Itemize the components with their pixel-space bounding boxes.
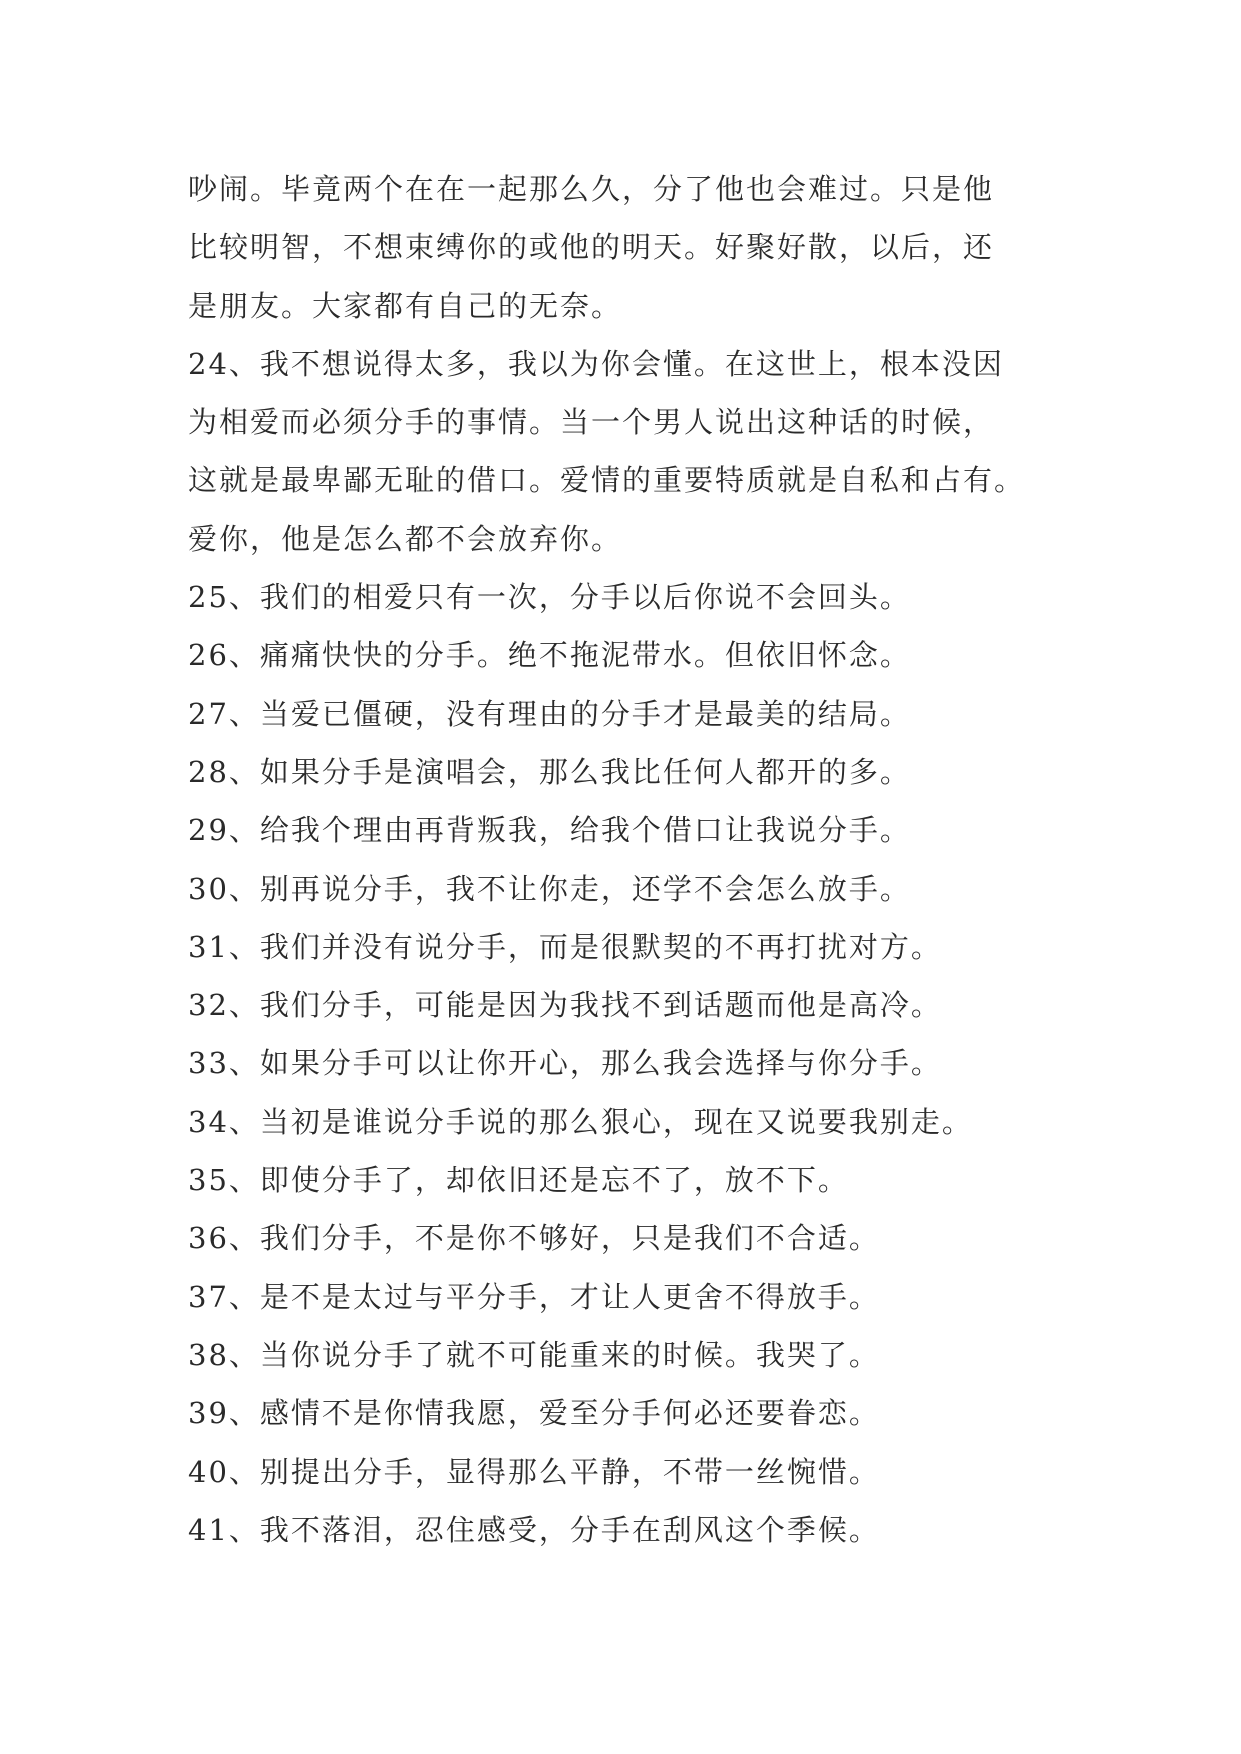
text-line: 30、别再说分手，我不让你走，还学不会怎么放手。 (188, 871, 911, 906)
text-line: 36、我们分手，不是你不够好，只是我们不合适。 (188, 1221, 880, 1256)
text-line: 27、当爱已僵硬，没有理由的分手才是最美的结局。 (188, 696, 911, 731)
text-line: 38、当你说分手了就不可能重来的时候。我哭了。 (188, 1337, 880, 1372)
text-line: 37、是不是太过与平分手，才让人更舍不得放手。 (188, 1279, 880, 1314)
text-line: 比较明智，不想束缚你的或他的明天。好聚好散，以后，还 (188, 230, 995, 265)
text-line: 25、我们的相爱只有一次，分手以后你说不会回头。 (188, 580, 911, 615)
text-line: 33、如果分手可以让你开心，那么我会选择与你分手。 (188, 1046, 942, 1081)
text-line: 34、当初是谁说分手说的那么狠心，现在又说要我别走。 (188, 1104, 973, 1139)
text-line: 吵闹。毕竟两个在在一起那么久，分了他也会难过。只是他 (188, 172, 995, 206)
text-line: 是朋友。大家都有自己的无奈。 (188, 288, 623, 323)
text-line: 41、我不落泪，忍住感受，分手在刮风这个季候。 (188, 1512, 880, 1547)
document-body (188, 160, 1068, 1559)
text-line: 29、给我个理由再背叛我，给我个借口让我说分手。 (188, 813, 911, 848)
text-line: 40、别提出分手，显得那么平静，不带一丝惋惜。 (188, 1454, 880, 1489)
text-line: 32、我们分手，可能是因为我找不到话题而他是高冷。 (188, 988, 942, 1023)
text-line: 28、如果分手是演唱会，那么我比任何人都开的多。 (188, 754, 911, 789)
text-line: 35、即使分手了，却依旧还是忘不了，放不下。 (188, 1163, 849, 1198)
text-line: 为相爱而必须分手的事情。当一个男人说出这种话的时候， (188, 405, 995, 440)
text-line: 这就是最卑鄙无耻的借口。爱情的重要特质就是自私和占有。 (188, 463, 1026, 498)
text-line: 24、我不想说得太多，我以为你会懂。在这世上，根本没因 (188, 346, 1004, 381)
text-line: 爱你，他是怎么都不会放弃你。 (188, 521, 623, 556)
text-line: 26、痛痛快快的分手。绝不拖泥带水。但依旧怀念。 (188, 638, 911, 673)
text-line: 39、感情不是你情我愿，爱至分手何必还要眷恋。 (188, 1396, 880, 1431)
text-line: 31、我们并没有说分手，而是很默契的不再打扰对方。 (188, 929, 942, 964)
